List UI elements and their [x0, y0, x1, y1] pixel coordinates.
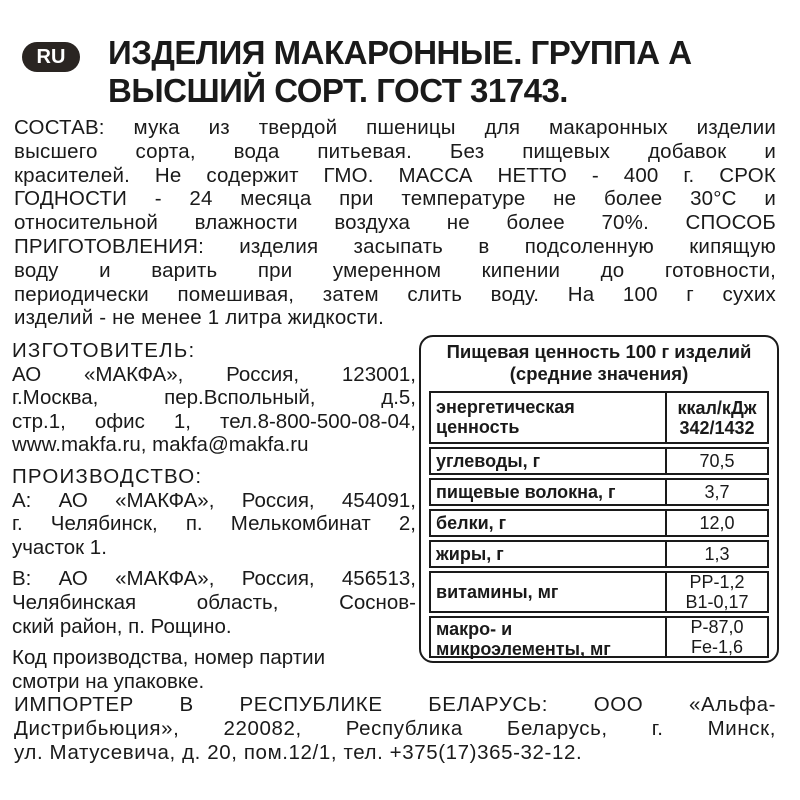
nutrition-row-value [665, 393, 767, 442]
production-heading: ПРОИЗВОДСТВО: [12, 464, 203, 488]
nutrition-title-line-2: (средние значения) [509, 363, 689, 384]
minerals-label-line-1: макро- и [436, 619, 513, 639]
nutrition-row-value: 12,0 [665, 511, 767, 535]
nutrition-row-fiber [429, 478, 769, 506]
nutrition-title-line-1: Пищевая ценность 100 г изделий [446, 341, 752, 362]
importer-line: ИМПОРТЕР В РЕСПУБЛИКЕ БЕЛАРУСЬ: ООО «Альфа- [14, 693, 776, 716]
production-code-line: смотри на упаковке. [12, 669, 205, 693]
composition-line: высшего сорта, вода питьевая. Без пищевых добавок и [14, 139, 776, 163]
manufacturer-line: г.Москва, пер.Вспольный, д.5, [12, 386, 416, 410]
title-line-1: ИЗДЕЛИЯ МАКАРОННЫЕ. ГРУППА А [108, 34, 692, 71]
manufacturer-line: АО «МАКФА», Россия, 123001, [12, 362, 416, 386]
nutrition-row-label [436, 397, 575, 437]
composition-line: изделий - не менее 1 литра жидкости. [14, 306, 385, 330]
nutrition-row-label: жиры, г [436, 544, 504, 564]
nutrition-row-label: пищевые волокна, г [436, 482, 616, 502]
production-b-line: Челябинская область, Соснов- [12, 590, 416, 614]
nutrition-row-vitamins [429, 571, 769, 613]
production-a-line: участок 1. [12, 535, 107, 559]
production-code-line: Код производства, номер партии [12, 646, 326, 670]
manufacturer-heading: ИЗГОТОВИТЕЛЬ: [12, 339, 196, 362]
mineral-fe-value: Fe-1,6 [690, 637, 744, 657]
nutrition-row-label: белки, г [436, 513, 507, 533]
nutrition-row-label: углеводы, г [436, 451, 541, 471]
importer-line: Дистрибьюция», 220082, Республика Беларусь, г. Минск, [14, 716, 776, 740]
nutrition-row-value: 3,7 [665, 480, 767, 504]
nutrition-row-carbs [429, 447, 769, 475]
vitamin-b1-value: B1-0,17 [685, 592, 749, 612]
nutrition-row-protein [429, 509, 769, 537]
energy-unit: ккал/кДж [677, 397, 757, 418]
nutrition-row-value [665, 618, 767, 656]
production-b-line: ский район, п. Рощино. [12, 614, 232, 638]
composition-line: относительной влажности воздуха не более 70%. СПОСОБ [14, 211, 776, 235]
nutrition-row-energy [429, 391, 769, 444]
nutrition-row-value: 70,5 [665, 449, 767, 473]
energy-label-line-2: ценность [436, 417, 520, 437]
composition-line: воду и варить при умеренном кипении до готовности, [14, 258, 776, 282]
energy-value: 342/1432 [679, 417, 755, 438]
composition-line: ПРИГОТОВЛЕНИЯ: изделия засыпать в подсоленную кипящую [14, 234, 776, 258]
importer-block [14, 693, 776, 764]
production-a-line: А: АО «МАКФА», Россия, 454091, [12, 488, 416, 512]
manufacturer-production-column [12, 339, 416, 693]
title-line-2: ВЫСШИЙ СОРТ. ГОСТ 31743. [108, 72, 568, 109]
composition-line: СОСТАВ: мука из твердой пшеницы для макаронных изделии [14, 116, 776, 139]
manufacturer-line: www.makfa.ru, makfa@makfa.ru [12, 433, 309, 457]
composition-block [14, 116, 776, 330]
nutrition-row-fat [429, 540, 769, 568]
nutrition-row-label: витамины, мг [436, 582, 559, 602]
production-b-line: В: АО «МАКФА», Россия, 456513, [12, 567, 416, 591]
energy-label-line-1: энергетическая [436, 397, 575, 417]
composition-line: красителей. Не содержит ГМО. МАССА НЕТТО - 400 г. СРОК [14, 163, 776, 187]
minerals-label-line-2: микроэлементы, мг [436, 639, 611, 659]
nutrition-title [421, 341, 777, 385]
mineral-p-value: P-87,0 [690, 617, 744, 637]
product-title [108, 34, 692, 110]
vitamin-pp-value: PP-1,2 [689, 572, 745, 592]
nutrition-row-value [665, 573, 767, 611]
nutrition-row-minerals [429, 616, 769, 658]
nutrition-table [419, 335, 779, 663]
ru-language-badge: RU [22, 42, 80, 72]
nutrition-row-value: 1,3 [665, 542, 767, 566]
manufacturer-line: стр.1, офис 1, тел.8-800-500-08-04, [12, 409, 416, 433]
importer-line: ул. Матусевича, д. 20, пом.12/1, тел. +375(17)365-32-12. [14, 740, 583, 764]
production-a-line: г. Челябинск, п. Мелькомбинат 2, [12, 512, 416, 536]
composition-line: периодически помешивая, затем слить воду. На 100 г сухих [14, 282, 776, 306]
composition-line: ГОДНОСТИ - 24 месяца при температуре не более 30°С и [14, 187, 776, 211]
nutrition-row-label [436, 619, 611, 659]
